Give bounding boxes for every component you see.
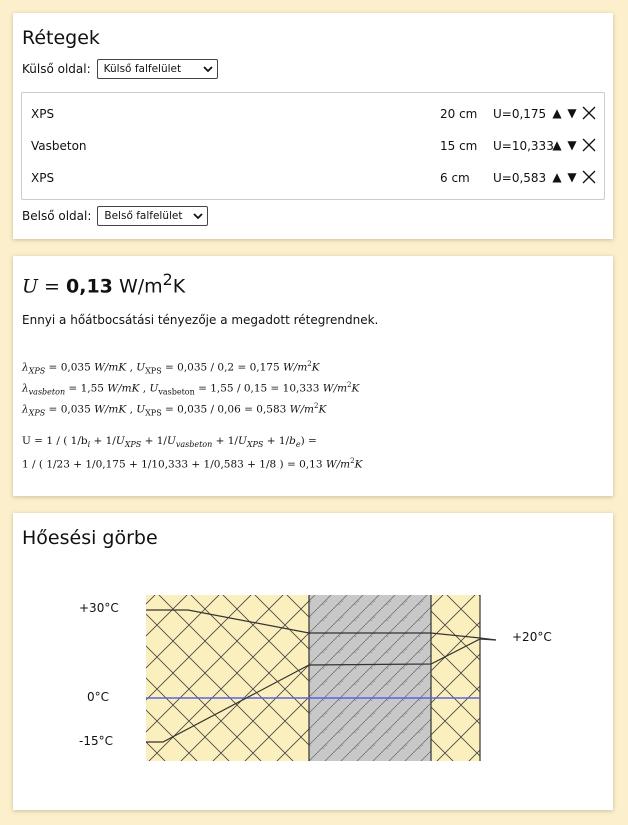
formula-sum-line: U = 1 / ( $1/b_i + 1/U_{XPS} + 1/U_{vasbeton} + 1/U_{XPS} + 1/b_e$) = (22, 435, 317, 450)
layer-thickness: 6 cm (440, 171, 470, 185)
layer-name: XPS (31, 107, 55, 121)
outer-side-select-value: Külső falfelület (103, 63, 182, 75)
layer-name: Vasbeton (31, 139, 87, 153)
layer-u-value: U=0,583 (493, 171, 547, 185)
outer-side-row (22, 59, 218, 79)
layer-name: XPS (31, 171, 55, 185)
delete-icon[interactable] (580, 104, 598, 122)
inner-side-label: Belső oldal: (22, 209, 92, 223)
result-description: Ennyi a hőátbocsátási tényezője a megadott rétegrendnek. (22, 313, 379, 327)
u-symbol: U (22, 275, 39, 298)
layer-row[interactable] (22, 98, 604, 130)
u-unit: W/m (112, 275, 163, 298)
result-panel (13, 256, 613, 496)
layer-list (21, 92, 605, 200)
move-down-button[interactable]: ▼ (567, 138, 577, 152)
move-down-button[interactable]: ▼ (567, 170, 577, 184)
u-unit-exp: 2 (162, 270, 173, 289)
formula-line: $\lambda_{XPS} = 0,035$ W/mK , $U_{XPS} = 0,035 / 0,2 = 0,175$ $W/m^2K$ (22, 360, 320, 376)
layer-thickness: 15 cm (440, 139, 478, 153)
layer-u-value: U=0,175 (493, 107, 547, 121)
inner-side-row (22, 206, 208, 226)
label-plus20: +20°C (512, 630, 552, 644)
temperature-curve (13, 513, 613, 810)
u-value-heading (22, 270, 185, 297)
formula-line: $\lambda_{vasbeton} = 1,55$ W/mK , $U_{vasbeton} = 1,55 / 0,15 = 10,333$ $W/m^2K$ (22, 381, 360, 397)
chevron-down-icon (193, 213, 203, 220)
layer-row[interactable] (22, 162, 604, 194)
layer-row[interactable] (22, 130, 604, 162)
delete-icon[interactable] (580, 136, 598, 154)
layers-panel (13, 13, 613, 239)
move-up-button[interactable]: ▲ (552, 170, 562, 184)
formula-sum-result: 1 / ( 1/23 + 1/0,175 + 1/10,333 + 1/0,583 + 1/8 ) = 0,13 $W/m^2K$ (22, 457, 363, 471)
inner-side-select-value: Belső falfelület (104, 210, 183, 222)
u-value: 0,13 (66, 275, 113, 298)
move-down-button[interactable]: ▼ (567, 106, 577, 120)
outer-side-select[interactable] (97, 59, 218, 79)
move-up-button[interactable]: ▲ (552, 138, 562, 152)
layers-title: Rétegek (22, 27, 100, 49)
inner-side-select[interactable] (97, 206, 208, 226)
layer-thickness: 20 cm (440, 107, 478, 121)
curve-panel (13, 513, 613, 810)
delete-icon[interactable] (580, 168, 598, 186)
label-plus30: +30°C (79, 601, 119, 615)
u-equals: = (38, 275, 67, 298)
label-minus15: -15°C (79, 734, 113, 748)
layer-u-value: U=10,333 (493, 139, 554, 153)
chevron-down-icon (203, 66, 213, 73)
formula-line: $\lambda_{XPS} = 0,035$ W/mK , $U_{XPS} = 0,035 / 0,06 = 0,583$ $W/m^2K$ (22, 402, 327, 418)
curve-title: Hőesési görbe (22, 527, 158, 549)
move-up-button[interactable]: ▲ (552, 106, 562, 120)
u-unit-k: K (172, 275, 186, 298)
outer-side-label: Külső oldal: (22, 62, 91, 76)
label-zero: 0°C (87, 690, 110, 704)
